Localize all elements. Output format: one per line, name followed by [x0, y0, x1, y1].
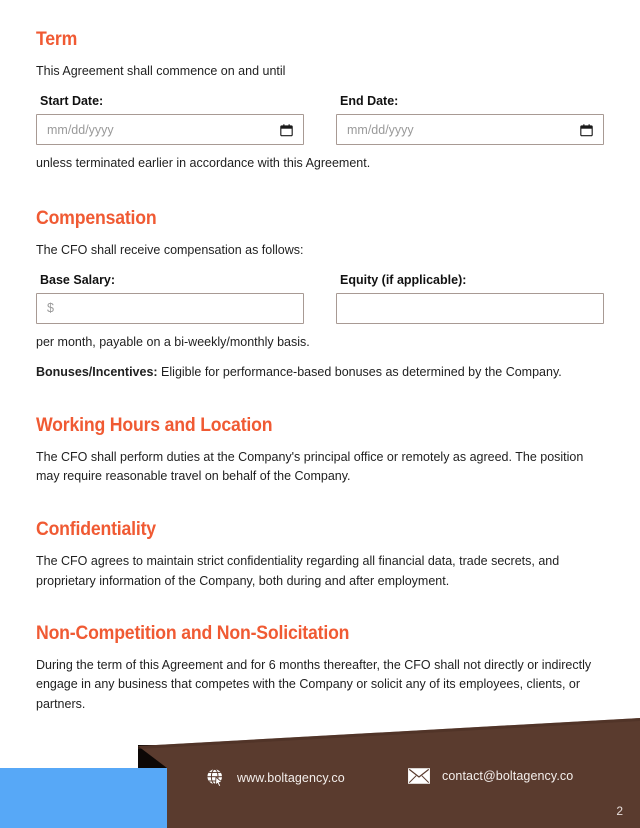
section-heading-compensation: Compensation	[36, 207, 157, 229]
term-field-row	[36, 94, 604, 145]
section-heading-working-hours: Working Hours and Location	[36, 414, 273, 436]
section-heading-term: Term	[36, 29, 78, 50]
envelope-icon	[408, 768, 430, 784]
term-outro-text: unless terminated earlier in accordance with this Agreement.	[36, 156, 371, 171]
base-salary-field-group	[36, 273, 304, 324]
compensation-outro-text: per month, payable on a bi-weekly/monthly basis.	[36, 334, 310, 349]
end-date-label: End Date:	[340, 94, 399, 109]
equity-label: Equity (if applicable):	[340, 272, 467, 287]
base-salary-label: Base Salary:	[40, 272, 116, 287]
start-date-input[interactable]	[36, 114, 304, 145]
bonuses-note-label: Bonuses/Incentives:	[36, 365, 158, 380]
page-number: 2	[616, 804, 623, 818]
working-hours-body: The CFO shall perform duties at the Company's principal office or remotely as agreed. The position may require reasonable travel on behalf of the Company.	[36, 449, 584, 483]
equity-field-group	[336, 273, 604, 324]
footer-email-label: contact@boltagency.co	[442, 769, 574, 783]
document-content	[36, 30, 604, 714]
end-date-field-group	[336, 94, 604, 145]
equity-input-wrap	[336, 293, 604, 324]
footer-blue-block	[0, 768, 167, 828]
section-heading-confidentiality: Confidentiality	[36, 519, 156, 541]
footer-website-link[interactable]	[206, 768, 345, 787]
start-date-label: Start Date:	[40, 94, 104, 109]
base-salary-input-wrap	[36, 293, 304, 324]
compensation-intro-text: The CFO shall receive compensation as follows:	[36, 242, 304, 257]
compensation-field-row	[36, 273, 604, 324]
non-competition-body: During the term of this Agreement and for 6 months thereafter, the CFO shall not directly or indirectly engage in any business that competes with the Company or solicit any of its employees, clients, or partners.	[36, 657, 592, 711]
end-date-input[interactable]	[336, 114, 604, 145]
term-intro-text: This Agreement shall commence on and until	[36, 63, 286, 78]
equity-input[interactable]	[336, 293, 604, 324]
base-salary-input[interactable]	[36, 293, 304, 324]
footer-email-link[interactable]	[408, 768, 573, 784]
footer-shape-svg	[0, 700, 640, 828]
footer-website-label: www.boltagency.co	[237, 770, 345, 785]
bonuses-note	[36, 363, 604, 382]
section-heading-non-competition: Non-Competition and Non-Solicitation	[36, 622, 350, 644]
start-date-field-group	[36, 94, 304, 145]
bonuses-note-text: Eligible for performance-based bonuses as determined by the Company.	[157, 365, 562, 380]
end-date-input-wrap	[336, 114, 604, 145]
start-date-input-wrap	[36, 114, 304, 145]
confidentiality-body: The CFO agrees to maintain strict confidentiality regarding all financial data, trade secrets, and proprietary information of the Company, both during and after employment.	[36, 554, 560, 588]
footer-decoration	[0, 700, 640, 828]
globe-cursor-icon	[206, 768, 225, 787]
